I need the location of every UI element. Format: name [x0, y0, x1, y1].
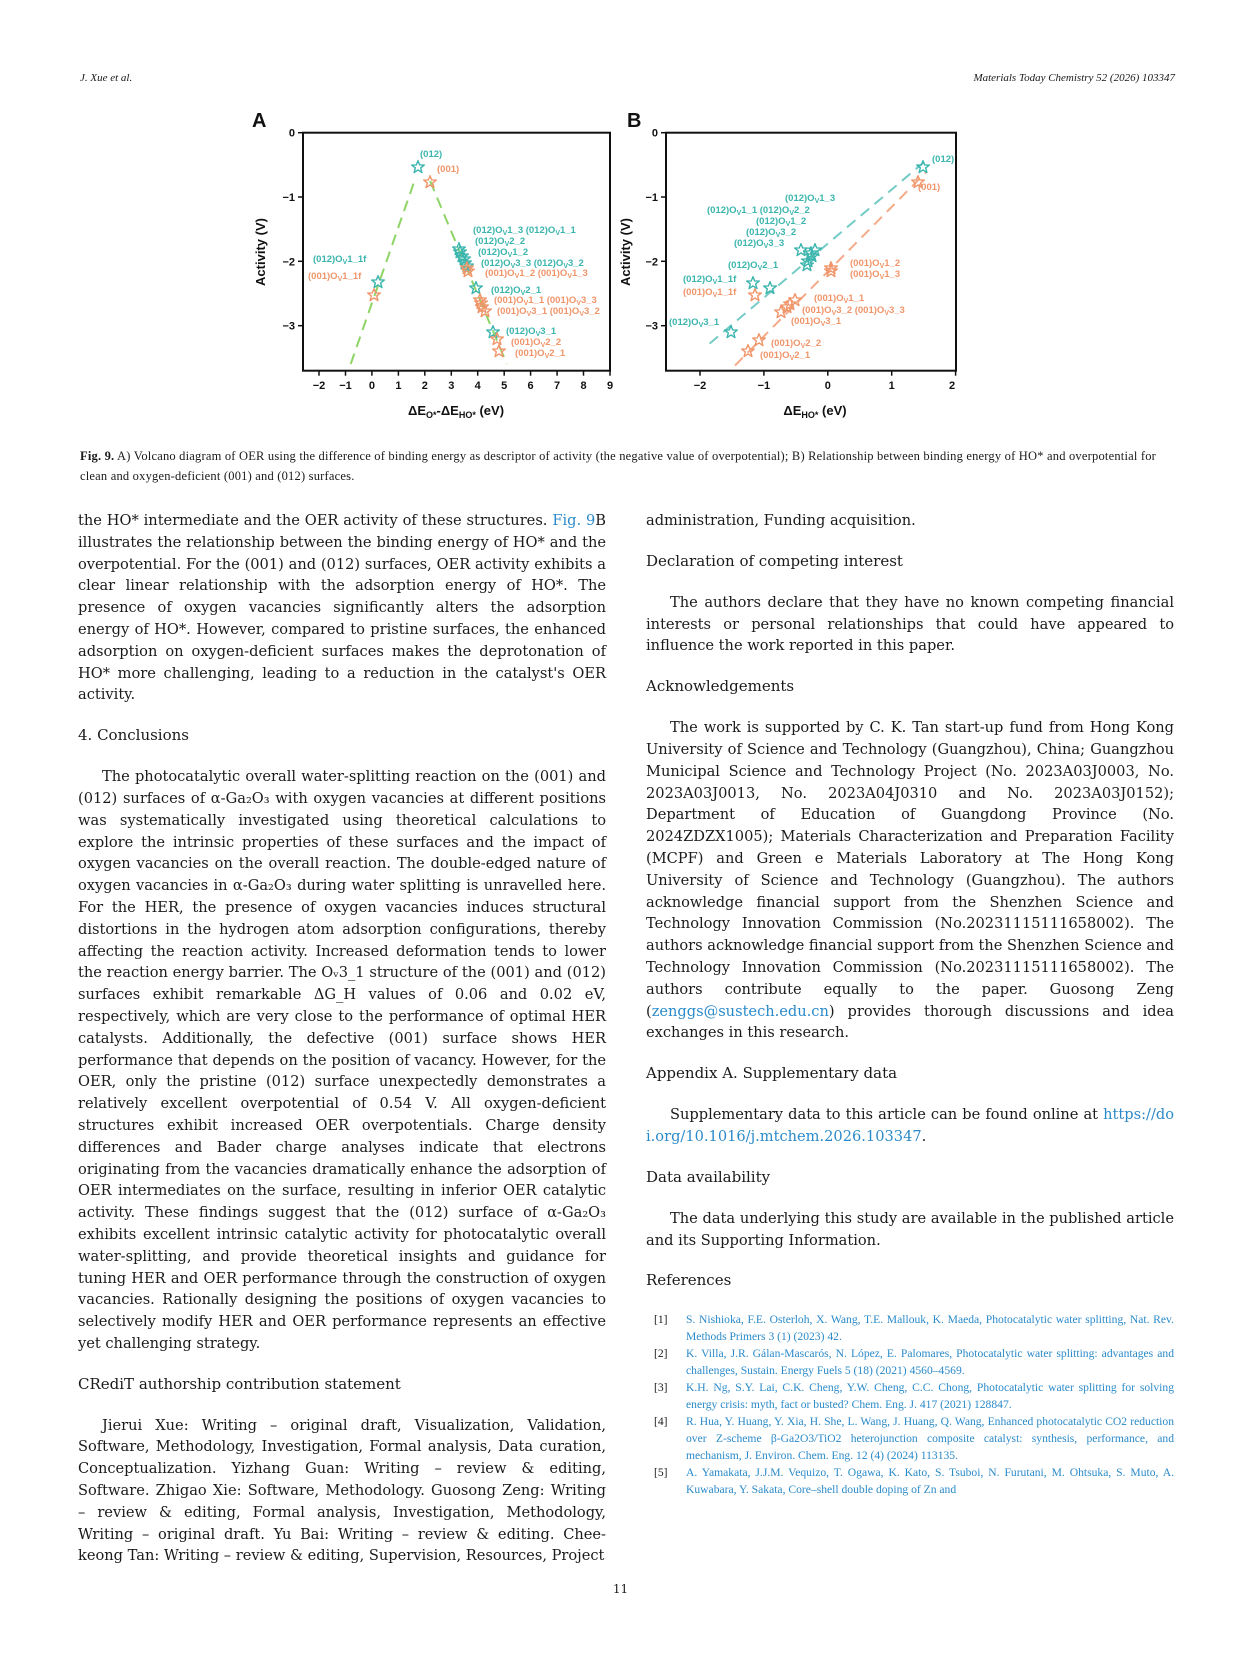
- svg-text:3: 3: [448, 380, 455, 392]
- svg-text:ΔEHO* (eV): $\Delta E_{HO*}$ (eV): [783, 403, 847, 420]
- svg-text:−2: −2: [312, 380, 326, 392]
- reference-item[interactable]: [5] A. Yamakata, J.J.M. Vequizo, T. Ogawa, K. Kato, S. Tsuboi, N. Furutani, M. Ohtsuka, S. Muto, A. Kuwabara, Y. Sakata, Core–shell double doping of Zn and: [654, 1466, 1174, 1497]
- svg-text:(012)OV2_1: $(012)O_V2\_1$: [728, 260, 779, 272]
- svg-text:(001)OV2_2: $(001)O_V2\_2$: [511, 337, 562, 349]
- svg-text:(001): (001): [918, 182, 941, 193]
- svg-text:9: 9: [606, 380, 614, 392]
- panel-a: [252, 110, 613, 420]
- svg-text:(001)OV1_3: $(001)O_V1\_3$: [850, 269, 901, 281]
- page-number: 11: [612, 1582, 629, 1596]
- svg-text:(012)OV1_2: $(012)O_V1\_2$: [478, 247, 529, 259]
- right-column: [646, 510, 1174, 1498]
- svg-text:−1: −1: [282, 192, 295, 204]
- reference-item[interactable]: [2] K. Villa, J.R. Gálan-Mascarós, N. López, E. Palomares, Photocatalytic water splitting: advantages and challenges, Sustain. Energy Fuels 5 (18) (2021) 4560–4569.: [654, 1347, 1174, 1378]
- svg-text:(001)OV1_1: $(001)O_V1\_1$: [814, 293, 865, 305]
- svg-text:(012)OV2_2: $(012)O_V2\_2$: [475, 236, 526, 248]
- svg-text:−2: −2: [645, 256, 658, 269]
- svg-text:(012)OV3_2: $(012)O_V3\_2$: [746, 227, 797, 239]
- panel-a-letter: A: [252, 110, 267, 132]
- svg-text:(012)OV2_1: $(012)O_V2\_1$: [491, 285, 542, 297]
- svg-text:(012)OV3_1: $(012)O_V3\_1$: [669, 317, 720, 329]
- svg-text:−1: −1: [645, 192, 658, 204]
- credit-continued: administration, Funding acquisition.: [646, 512, 916, 529]
- caption-text: A) Volcano diagram of OER using the difference of binding energy as descriptor of activity (the negative value of overpotential); B) Relationship between binding energy of HO* and overpotential for clean and oxygen-deficient (001) and (012) surfaces.: [80, 449, 1157, 483]
- acknowledgements-heading: Acknowledgements: [646, 677, 795, 696]
- svg-text:−2: −2: [693, 380, 707, 392]
- svg-text:5: 5: [501, 380, 508, 392]
- svg-text:−3: −3: [282, 320, 295, 333]
- svg-text:0: 0: [824, 380, 831, 392]
- reference-list: [646, 1311, 1174, 1498]
- svg-text:2: 2: [421, 380, 428, 392]
- caption-label: Fig. 9.: [80, 449, 115, 463]
- svg-text:(012): (012): [420, 149, 443, 160]
- svg-text:(012)OV1_1 (012)OV2_2: $(012)O_V1\_1$ $(012)O_V2\_2$: [707, 205, 810, 217]
- svg-text:(001): (001): [437, 164, 460, 175]
- declaration-heading: Declaration of competing interest: [646, 551, 903, 570]
- svg-text:(001)OV1_2 (001)OV1_3: $(001)O_V1\_2$ $(001)O_V1\_3$: [485, 268, 588, 280]
- running-header-journal: Materials Today Chemistry 52 (2026) 103347: [973, 72, 1175, 84]
- svg-text:(001)OV3_2 (001)OV3_3: $(001)O_V3\_2$ $(001)O_V3\_3$: [802, 305, 905, 317]
- svg-text:0: 0: [651, 127, 658, 140]
- panel-b: [618, 110, 956, 420]
- svg-text:1: 1: [888, 380, 895, 392]
- conclusions-heading: 4. Conclusions: [78, 726, 189, 745]
- credit-paragraph: Jierui Xue: Writing – original draft, Visualization, Validation, Software, Methodology, Investigation, Formal analysis, Data curation, Conceptualization. Yizhang Guan: Writing – review & editing, Software. Zhigao Xie: Software, Methodology. Guosong Zeng: Writing – review & editing, Formal analysis, Investigation, Methodology, Writing – original draft. Yu Bai: Writing – review & editing. Chee-keong Tan: Writing – review & editing, Supervision, Resources, Project: [78, 1416, 606, 1565]
- left-column: [78, 510, 606, 1567]
- svg-text:(001)OV1_1f: $(001)O_V1\_1f$: [683, 287, 737, 299]
- data-availability-paragraph: The data underlying this study are available in the published article and its Supporting Information.: [646, 1209, 1174, 1249]
- panel-b-ylabel: Activity (V): [618, 218, 633, 286]
- reference-item[interactable]: [3] K.H. Ng, S.Y. Lai, C.K. Cheng, Y.W. Cheng, C.C. Chong, Photocatalytic water splitting for solving energy crisis: myth, fact or busted? Chem. Eng. J. 417 (2021) 128847.: [654, 1381, 1174, 1412]
- conclusions-paragraph: The photocatalytic overall water-splitting reaction on the (001) and (012) surfaces of α-Ga₂O₃ with oxygen vacancies at different positions was systematically investigated using theoretical calculations to explore the intrinsic properties of these surfaces and the impact of oxygen vacancies on the overall reaction. The double-edged nature of oxygen vacancies in α-Ga₂O₃ during water splitting is unravelled here. For the HER, the presence of oxygen vacancies induces structural distortions in the hydrogen atom adsorption configurations, thereby affecting the reaction activity. Increased deformation tends to lower the reaction energy barrier. The Oᵥ3_1 structure of the (001) and (012) surfaces exhibit remarkable ΔG_H values of 0.06 and 0.02 eV, respectively, which are very close to the performance of optimal HER catalysts. Additionally, the defective (001) surface shows HER performance that depends on the position of vacancy. However, for the OER, only the pristine (012) surface unexpectedly demonstrates a relatively excellent overpotential of 0.54 V. All oxygen-deficient structures exhibit increased OER overpotentials. Charge density differences and Bader charge analyses indicate that electrons originating from the vacancies dramatically enhance the adsorption of OER intermediates on the surface, resulting in inferior OER catalytic activity. These findings suggest that the (012) surface of α-Ga₂O₃ exhibits excellent intrinsic catalytic activity for photocatalytic overall water-splitting, and provide theoretical insights and guidance for tuning HER and OER performance through the construction of oxygen vacancies. Rationally designing the positions of oxygen vacancies to selectively modify HER and OER performance represents an effective yet challenging strategy.: [78, 768, 606, 1352]
- oer-paragraph: the HO* intermediate and the OER activity of these structures. Fig. 9B illustrates the relationship between the binding energy of HO* and the overpotential. For the (001) and (012) surfaces, OER activity exhibits a clear linear relationship with the adsorption energy of HO*. The presence of oxygen vacancies significantly alters the adsorption energy of HO*. However, compared to pristine surfaces, the enhanced adsorption on oxygen-deficient surfaces makes the deprotonation of HO* more challenging, leading to a reduction in the catalyst's OER activity.: [78, 512, 606, 704]
- panel-a-ylabel: Activity (V): [253, 218, 268, 286]
- svg-text:0: 0: [288, 127, 295, 140]
- email-link[interactable]: zenggs@sustech.edu.cn: [651, 1002, 829, 1020]
- svg-text:ΔEO*-ΔEHO* (eV): $\Delta E_{O*}-\Delta E_{HO*}$ (eV): [407, 403, 505, 420]
- svg-text:−2: −2: [282, 256, 295, 269]
- svg-text:2: 2: [948, 380, 956, 392]
- svg-text:1: 1: [395, 380, 402, 392]
- svg-text:8: 8: [580, 380, 587, 392]
- svg-text:(012)OV3_3 (012)OV3_2: $(012)O_V3\_3$ $(012)O_V3\_2$: [481, 258, 584, 270]
- declaration-paragraph: The authors declare that they have no known competing financial interests or personal relationships that could have appeared to influence the work reported in this paper.: [646, 593, 1174, 655]
- svg-text:(001)OV2_2: $(001)O_V2\_2$: [771, 338, 822, 350]
- svg-text:(012)OV3_1: $(012)O_V3\_1$: [506, 326, 557, 338]
- svg-text:(001)OV2_1: $(001)O_V2\_1$: [515, 348, 566, 360]
- reference-item[interactable]: [4] R. Hua, Y. Huang, Y. Xia, H. She, L. Wang, J. Huang, Q. Wang, Enhanced photocatalytic CO2 reduction over Z-scheme β-Ga2O3/TiO2 heterojunction composite catalyst: synthesis, performance, and mechanism, J. Environ. Chem. Eng. 12 (4) (2024) 113135.: [654, 1415, 1174, 1463]
- fig-9-link[interactable]: Fig. 9: [552, 512, 596, 529]
- svg-text:6: 6: [527, 380, 534, 392]
- data-availability-heading: Data availability: [646, 1167, 771, 1186]
- svg-text:0: 0: [368, 380, 375, 392]
- svg-text:−1: −1: [339, 380, 352, 392]
- credit-heading: CRediT authorship contribution statement: [78, 1374, 401, 1393]
- acknowledgements-paragraph: The work is supported by C. K. Tan start-up fund from Hong Kong University of Science and Technology (Guangzhou), China; Guangzhou Municipal Science and Technology Project (No. 2023A03J0003, No. 2023A03J0013, No. 2023A04J0310 and No. 2023A03J0152); Department of Education of Guangdong Province (No. 2024ZDZX1005); Materials Characterization and Preparation Facility (MCPF) and Green e Materials Laboratory at The Hong Kong University of Science and Technology (Guangzhou). The authors acknowledge financial support from the Shenzhen Science and Technology Innovation Commission (No.20231115111658002). The authors acknowledge financial support from the Shenzhen Science and Technology Innovation Commission (No.20231115111658002). The authors contribute equally to the paper. Guosong Zeng (zenggs@sustech.edu.cn) provides thorough discussions and idea exchanges in this research.: [646, 719, 1174, 1042]
- svg-text:(001)OV1_1f: $(001)O_V1\_1f$: [308, 271, 362, 283]
- svg-text:7: 7: [554, 380, 561, 392]
- svg-text:(001)OV3_1 (001)OV3_2: $(001)O_V3\_1$ $(001)O_V3\_2$: [497, 306, 600, 318]
- svg-text:(012)OV1_3 (012)OV1_1: $(012)O_V1\_3$ $(012)O_V1\_1$: [473, 225, 576, 237]
- svg-text:(001)OV1_2: $(001)O_V1\_2$: [850, 258, 901, 270]
- svg-text:(012)OV1_3: $(012)O_V1\_3$: [785, 193, 836, 205]
- appendix-paragraph: Supplementary data to this article can be found online at https://doi.org/10.1016/j.mtchem.2026.103347.: [646, 1106, 1174, 1145]
- appendix-heading: Appendix A. Supplementary data: [646, 1064, 898, 1083]
- running-header-authors: J. Xue et al.: [80, 72, 133, 84]
- reference-item[interactable]: [1] S. Nishioka, F.E. Osterloh, X. Wang, T.E. Mallouk, K. Maeda, Photocatalytic water splitting, Nat. Rev. Methods Primers 3 (1) (2023) 42.: [654, 1313, 1174, 1344]
- svg-text:(012)OV1_2: $(012)O_V1\_2$: [756, 216, 807, 228]
- svg-text:(012)OV3_3: $(012)O_V3\_3$: [734, 238, 785, 250]
- references-heading: References: [646, 1271, 732, 1290]
- figure-caption: [80, 446, 1175, 486]
- svg-text:(001)OV3_1: $(001)O_V3\_1$: [791, 316, 842, 328]
- svg-text:−3: −3: [645, 320, 658, 333]
- svg-text:(001)OV2_1: $(001)O_V2\_1$: [760, 350, 811, 362]
- panel-b-letter: B: [627, 110, 642, 132]
- svg-text:−1: −1: [757, 380, 771, 392]
- svg-text:(001)OV1_1 (001)OV3_3: $(001)O_V1\_1$ $(001)O_V3\_3$: [494, 295, 597, 307]
- figure-9: [0, 110, 1241, 430]
- svg-text:(012): (012): [932, 154, 955, 165]
- svg-text:(012)OV1_1f: $(012)O_V1\_1f$: [313, 254, 367, 266]
- svg-text:(012)OV1_1f: $(012)O_V1\_1f$: [683, 274, 737, 286]
- svg-text:4: 4: [474, 380, 481, 392]
- doi-link[interactable]: https://doi.org/10.1016/j.mtchem.2026.103347: [646, 1106, 1174, 1145]
